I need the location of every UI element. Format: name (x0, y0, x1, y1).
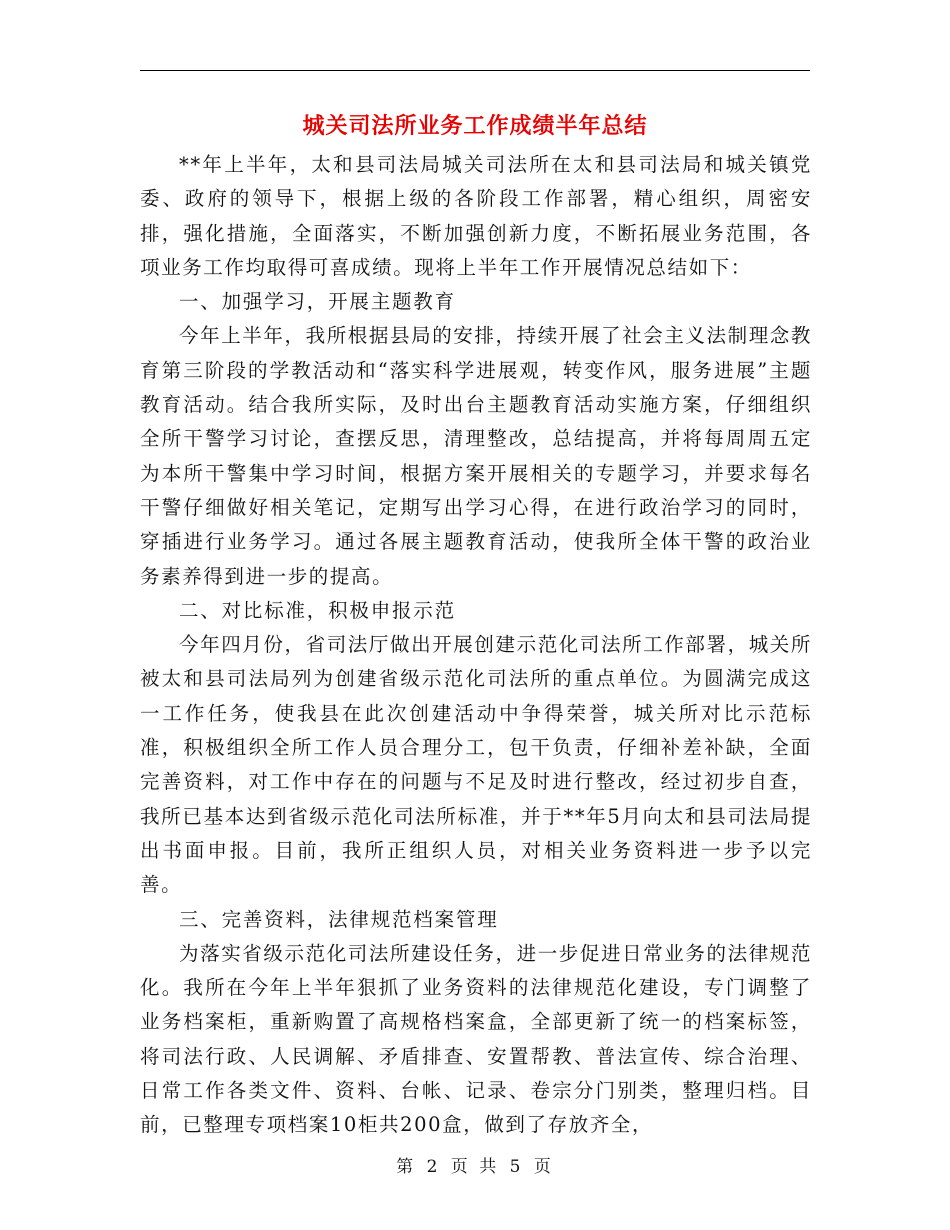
footer-prefix: 第 (396, 1157, 417, 1177)
paragraph-section-1: 今年上半年，我所根据县局的安排，持续开展了社会主义法制理念教育第三阶段的学教活动和“落实科学进展观，转变作风，服务进展”主题教育活动。结合我所实际，及时出台主题教育活动实施方案，仔细组织全所干警学习讨论，查摆反思，清理整改，总结提高，并将每周周五定为本所干警集中学习时间，根据方案开展相关的专题学习，并要求每名干警仔细做好相关笔记，定期写出学习心得，在进行政治学习的同时，穿插进行业务学习。通过各展主题教育活动，使我所全体干警的政治业务素养得到进一步的提高。 (140, 324, 813, 588)
footer-middle: 页 共 (450, 1157, 500, 1177)
header-rule (140, 70, 810, 71)
document-title: 城关司法所业务工作成绩半年总结 (302, 113, 648, 139)
footer-total-pages: 5 (509, 1157, 524, 1177)
page-footer (0, 1152, 950, 1177)
paragraph-intro: **年上半年，太和县司法局城关司法所在太和县司法局和城关镇党委、政府的领导下，根据上级的各阶段工作部署，精心组织，周密安排，强化措施，全面落实，不断加强创新力度，不断拓展业务范围，各项业务工作均取得可喜成绩。现将上半年工作开展情况总结如下： (140, 153, 812, 279)
footer-page-number: 2 (426, 1157, 441, 1177)
paragraph-section-2: 今年四月份，省司法厅做出开展创建示范化司法所工作部署，城关所被太和县司法局列为创建省级示范化司法所的重点单位。为圆满完成这一工作任务，使我县在此次创建活动中争得荣誉，城关所对比示范标准，积极组织全所工作人员合理分工，包干负责，仔细补差补缺，全面完善资料，对工作中存在的问题与不足及时进行整改，经过初步自查，我所已基本达到省级示范化司法所标准，并于**年5月向太和县司法局提出书面申报。目前，我所正组织人员，对相关业务资料进一步予以完善。 (140, 633, 813, 897)
footer-suffix: 页 (533, 1157, 554, 1177)
paragraph-section-3: 为落实省级示范化司法所建设任务，进一步促进日常业务的法律规范化。我所在今年上半年狠抓了业务资料的法律规范化建设，专门调整了业务档案柜，重新购置了高规格档案盒，全部更新了统一的档案标签，将司法行政、人民调解、矛盾排查、安置帮教、普法宣传、综合治理、日常工作各类文件、资料、台帐、记录、卷宗分门别类，整理归档。目前，已整理专项档案10柜共200盒，做到了存放齐全， (140, 941, 813, 1137)
document-body (140, 148, 812, 1143)
section-heading-3: 三、完善资料，法律规范档案管理 (179, 907, 499, 931)
section-heading-2: 二、对比标准，积极申报示范 (179, 598, 456, 622)
section-heading-1: 一、加强学习，开展主题教育 (179, 290, 456, 314)
